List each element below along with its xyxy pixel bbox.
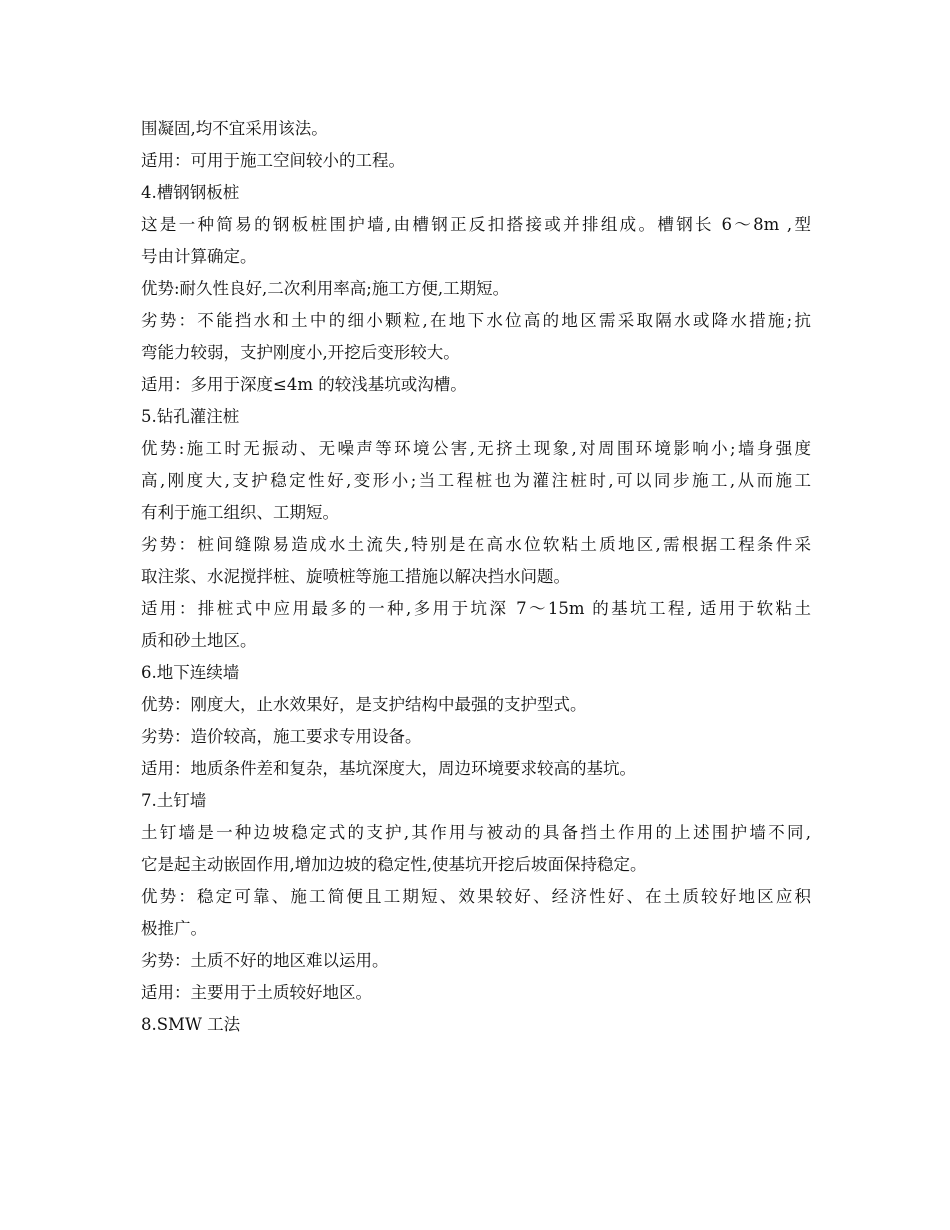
text-line: 土钉墙是一种边坡稳定式的支护,其作用与被动的具备挡土作用的上述围护墙不同,	[141, 823, 811, 842]
text-line: 优势：刚度大，止水效果好，是支护结构中最强的支护型式。	[141, 695, 587, 714]
text-line: 适用：排桩式中应用最多的一种,多用于坑深 7～15m 的基坑工程, 适用于软粘土	[141, 599, 811, 618]
section-heading: 4.槽钢钢板桩	[141, 183, 240, 202]
text-line: 质和砂土地区。	[141, 631, 257, 650]
text-line: 适用：主要用于土质较好地区。	[141, 983, 372, 1002]
text-line: 这是一种简易的钢板桩围护墙,由槽钢正反扣搭接或并排组成。槽钢长 6～8m ,型	[141, 215, 811, 234]
text-line: 优势:施工时无振动、无噪声等环境公害,无挤土现象,对周围环境影响小;墙身强度	[141, 439, 811, 458]
document-body	[141, 113, 811, 1041]
text-line: 劣势：造价较高，施工要求专用设备。	[141, 727, 422, 746]
text-line: 弯能力较弱，支护刚度小,开挖后变形较大。	[141, 343, 460, 362]
text-line: 适用：地质条件差和复杂，基坑深度大，周边环境要求较高的基坑。	[141, 759, 636, 778]
text-line: 适用：多用于深度≤4m 的较浅基坑或沟槽。	[141, 375, 467, 394]
text-line: 优势：稳定可靠、施工简便且工期短、效果较好、经济性好、在土质较好地区应积	[141, 887, 811, 906]
text-line: 极推广。	[141, 919, 207, 938]
text-line: 劣势：土质不好的地区难以运用。	[141, 951, 389, 970]
text-line: 优势:耐久性良好,二次利用率高;施工方便,工期短。	[141, 279, 510, 298]
text-line: 劣势：不能挡水和土中的细小颗粒,在地下水位高的地区需采取隔水或降水措施;抗	[141, 311, 811, 330]
section-heading: 6.地下连续墙	[141, 663, 240, 682]
text-line: 号由计算确定。	[141, 247, 257, 266]
text-line: 围凝固,均不宜采用该法。	[141, 119, 328, 138]
section-heading: 5.钻孔灌注桩	[141, 407, 240, 426]
text-line: 取注浆、水泥搅拌桩、旋喷桩等施工措施以解决挡水问题。	[141, 567, 570, 586]
text-line: 它是起主动嵌固作用,增加边坡的稳定性,使基坑开挖后坡面保持稳定。	[141, 855, 647, 874]
text-line: 适用：可用于施工空间较小的工程。	[141, 151, 405, 170]
text-line: 高,刚度大,支护稳定性好,变形小;当工程桩也为灌注桩时,可以同步施工,从而施工	[141, 471, 811, 490]
text-line: 劣势：桩间缝隙易造成水土流失,特别是在高水位软粘土质地区,需根据工程条件采	[141, 535, 811, 554]
text-line: 有利于施工组织、工期短。	[141, 503, 339, 522]
section-heading: 8.SMW 工法	[141, 1015, 241, 1034]
section-heading: 7.土钉墙	[141, 791, 207, 810]
